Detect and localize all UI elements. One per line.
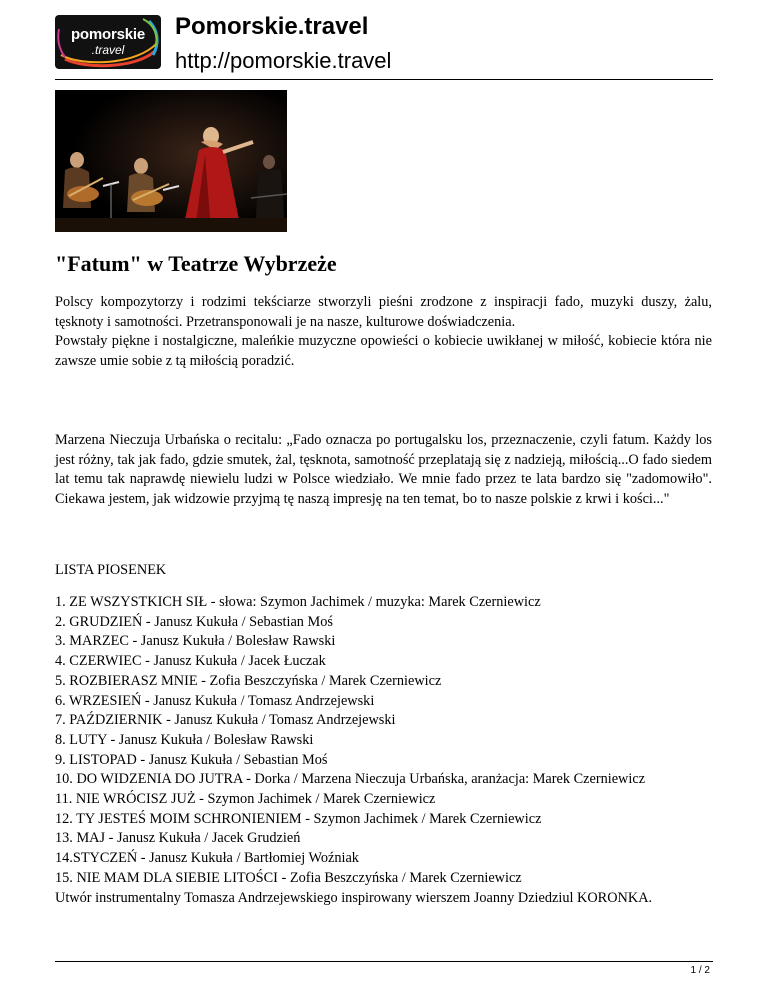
list-item: 13. MAJ - Janusz Kukuła / Jacek Grudzień — [55, 830, 301, 847]
logo-text-suffix: .travel — [91, 43, 125, 57]
list-item: 12. TY JESTEŚ MOIM SCHRONIENIEM - Szymon Jachimek / Marek Czerniewicz — [55, 810, 542, 827]
list-item: 15. NIE MAM DLA SIEBIE LITOŚCI - Zofia Beszczyńska / Marek Czerniewicz — [55, 869, 522, 886]
list-item: 5. ROZBIERASZ MNIE - Zofia Beszczyńska / Marek Czerniewicz — [55, 672, 442, 689]
list-item: 2. GRUDZIEŃ - Janusz Kukuła / Sebastian Moś — [55, 613, 333, 630]
list-item: 14.STYCZEŃ - Janusz Kukuła / Bartłomiej Woźniak — [55, 850, 359, 867]
song-list — [55, 593, 735, 908]
list-item: 4. CZERWIEC - Janusz Kukuła / Jacek Łuczak — [55, 653, 326, 670]
site-url-link[interactable]: http://pomorskie.travel — [175, 48, 392, 73]
article-intro — [55, 293, 712, 372]
quote-paragraph: Marzena Nieczuja Urbańska o recitalu: „Fado oznacza po portugalsku los, przeznaczenie, czyli fatum. Każdy los jest różny, tak jak fado, gdzie smutek, żal, tęsknota, samotność przeplatają się z nadzieją, miłością...O fado siedem lat temu tak naprawdę niewielu ludzi w Polsce wiedziało. We mnie fado przez te lata bardzo się "zadomowiło". Ciekawa jestem, jak widzowie przyjmą tę naszą impresję na ten temat, bo to nasze polskie z krwi i kości..." — [55, 432, 712, 508]
list-item: 3. MARZEC - Janusz Kukuła / Bolesław Rawski — [55, 633, 336, 650]
intro-paragraph-2: Powstały piękne i nostalgiczne, maleńkie muzyczne opowieści o kobiecie uwikłanej w miłość, kobiecie która nie zawsze umie sobie z tą miłością poradzić. — [55, 333, 712, 370]
list-item: 1. ZE WSZYSTKICH SIŁ - słowa: Szymon Jachimek / muzyka: Marek Czerniewicz — [55, 594, 541, 610]
site-logo[interactable] — [55, 15, 161, 69]
intro-paragraph-1: Polscy kompozytorzy i rodzimi tekściarze stworzyli pieśni zrodzone z inspiracji fado, muzyki duszy, żalu, tęsknoty i samotności. Przetransponowali je na nasze, kulturowe doświadczenia. — [55, 294, 712, 330]
list-item: 8. LUTY - Janusz Kukuła / Bolesław Rawski — [55, 731, 314, 748]
list-item: 7. PAŹDZIERNIK - Janusz Kukuła / Tomasz Andrzejewski — [55, 712, 396, 729]
page-number: 1 / 2 — [690, 965, 710, 976]
logo-text-main: pomorskie — [70, 26, 146, 43]
list-item: 9. LISTOPAD - Janusz Kukuła / Sebastian Moś — [55, 751, 328, 768]
list-item: 10. DO WIDZENIA DO JUTRA - Dorka / Marzena Nieczuja Urbańska, aranżacja: Marek Czerniewicz — [55, 771, 646, 788]
site-title: Pomorskie.travel — [175, 13, 369, 40]
list-item: 6. WRZESIEŃ - Janusz Kukuła / Tomasz Andrzejewski — [55, 692, 375, 709]
header-divider — [55, 79, 713, 80]
songs-note: Utwór instrumentalny Tomasza Andrzejewskiego inspirowany wierszem Joanny Dziedziul KORONKA. — [55, 889, 653, 906]
footer-divider — [55, 961, 713, 962]
article-title: "Fatum" w Teatrze Wybrzeże — [55, 251, 337, 276]
article-photo — [55, 90, 287, 232]
article-quote — [55, 431, 712, 510]
songs-heading: LISTA PIOSENEK — [55, 562, 167, 578]
list-item: 11. NIE WRÓCISZ JUŻ - Szymon Jachimek / Marek Czerniewicz — [55, 791, 436, 808]
